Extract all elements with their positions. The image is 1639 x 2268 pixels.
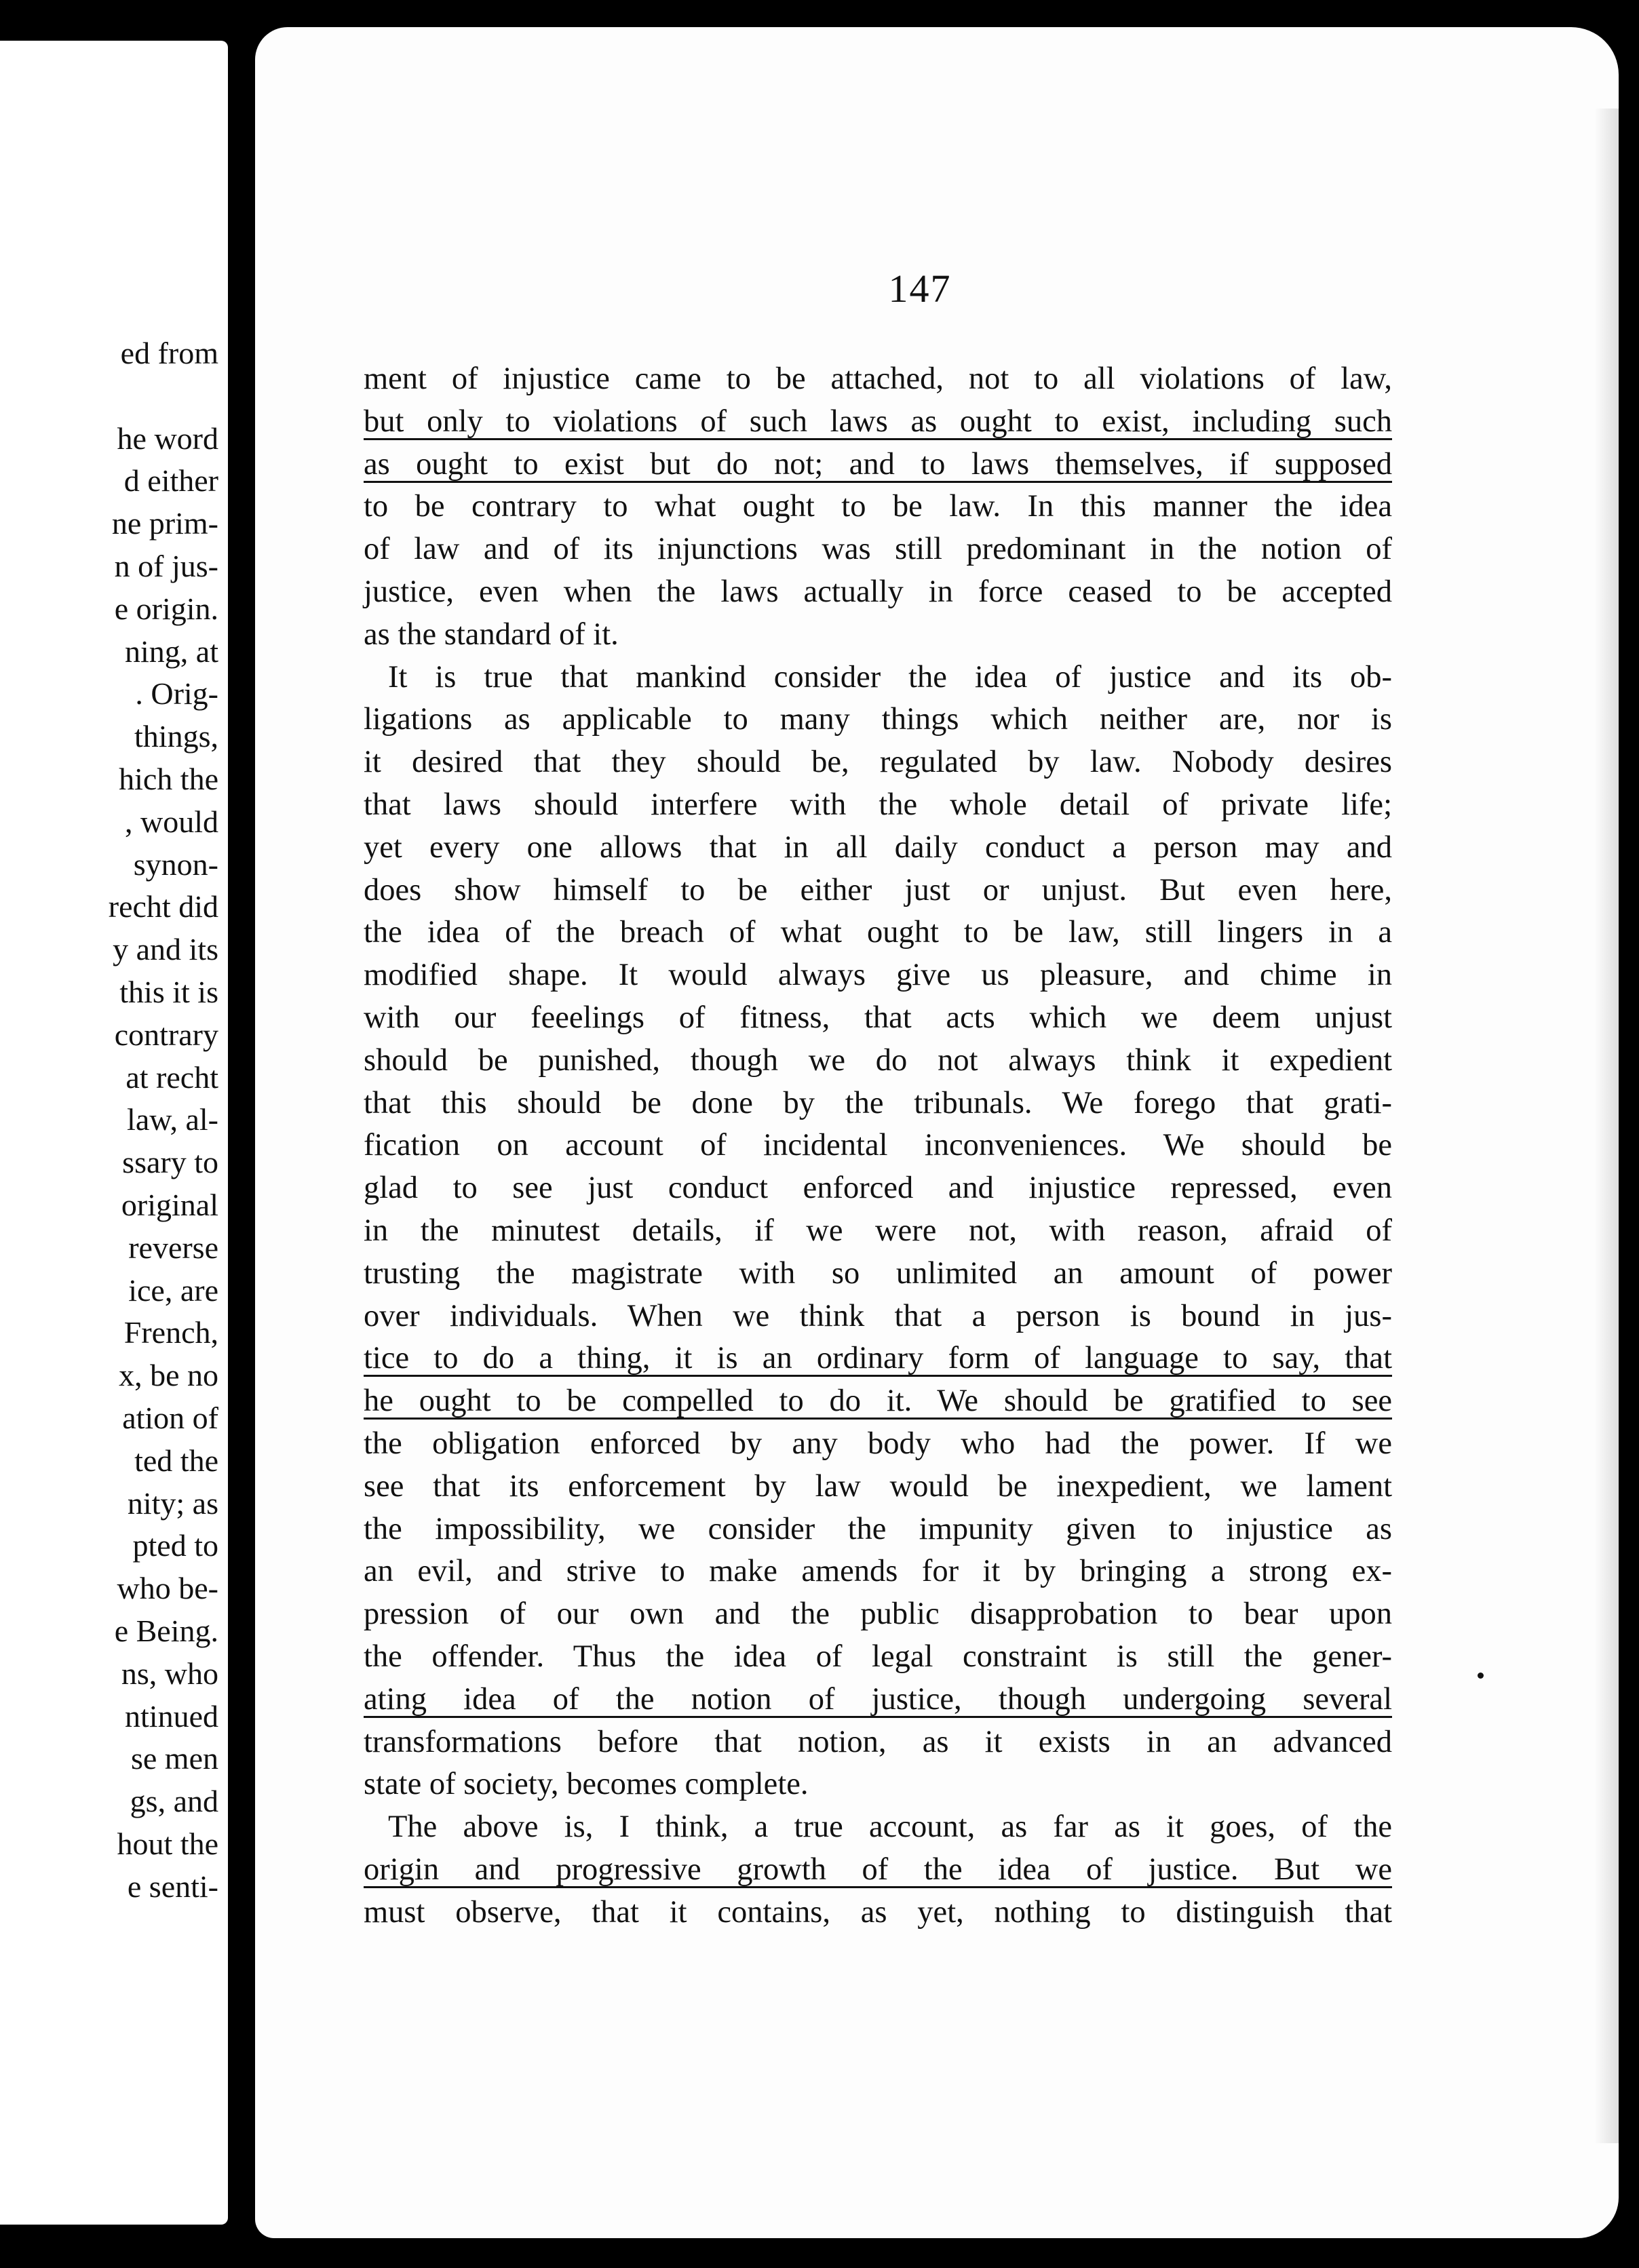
text-line-underlined: he ought to be compelled to do it. We should be gratified to see [364, 1384, 1392, 1419]
left-fragment: ne prim- [111, 506, 218, 541]
text-line: should be punished, though we do not always think it expedient [364, 1042, 1392, 1078]
text-line: modified shape. It would always give us pleasure, and chime in [364, 958, 1392, 993]
left-fragment: ntinued [125, 1698, 218, 1734]
left-fragment: pted to [132, 1528, 218, 1563]
text-line: The above is, I think, a true account, as far as it goes, of the [388, 1810, 1392, 1845]
text-line: in the minutest details, if we were not, with reason, afraid of [364, 1213, 1392, 1248]
left-fragment: reverse [128, 1230, 218, 1265]
left-fragment: recht did [108, 889, 218, 924]
left-fragment: ted the [134, 1443, 218, 1478]
left-fragment: se men [130, 1741, 218, 1776]
left-page-text-fragments [1, 332, 218, 1908]
text-line: glad to see just conduct enforced and injustice repressed, even [364, 1171, 1392, 1206]
left-fragment: nity; as [127, 1485, 218, 1521]
text-line: with our feeelings of fitness, that acts which we deem unjust [364, 1000, 1392, 1035]
text-line-underlined: origin and progressive growth of the idea of justice. But we [364, 1852, 1392, 1887]
left-fragment: he word [117, 421, 218, 456]
left-facing-page [0, 41, 228, 2225]
text-line: state of society, becomes complete. [364, 1767, 809, 1802]
text-line: pression of our own and the public disapprobation to bear upon [364, 1597, 1392, 1632]
text-line-underlined: as ought to exist but do not; and to laws themselves, if supposed [364, 446, 1392, 482]
left-fragment: ed from [120, 336, 218, 370]
left-fragment: this it is [119, 974, 218, 1009]
text-line: fication on account of incidental inconveniences. We should be [364, 1128, 1392, 1163]
text-line: the offender. Thus the idea of legal constraint is still the gener- [364, 1639, 1392, 1674]
left-fragment: ssary to [122, 1145, 218, 1180]
left-fragment: ning, at [125, 633, 218, 669]
left-fragment: law, al- [127, 1102, 218, 1137]
left-fragment: original [121, 1187, 218, 1222]
text-line: ligations as applicable to many things which neither are, nor is [364, 702, 1392, 737]
left-fragment: synon- [133, 846, 218, 882]
right-page [255, 27, 1619, 2238]
text-line-underlined: but only to violations of such laws as ought to exist, including such [364, 404, 1392, 439]
text-line: as the standard of it. [364, 617, 619, 652]
text-line: over individuals. When we think that a person is bound in jus- [364, 1298, 1392, 1333]
text-line: see that its enforcement by law would be inexpedient, we lament [364, 1468, 1392, 1504]
text-line: yet every one allows that in all daily conduct a person may and [364, 829, 1392, 865]
left-fragment: things, [134, 719, 218, 754]
body-text [364, 358, 1619, 1934]
left-fragment [1, 375, 218, 418]
text-line: it desired that they should be, regulated by law. Nobody desires [364, 745, 1392, 780]
left-fragment: ation of [122, 1400, 218, 1435]
left-fragment: e origin. [114, 591, 218, 626]
text-line: to be contrary to what ought to be law. In this manner the idea [364, 489, 1392, 524]
text-line: of law and of its injunctions was still predominant in the notion of [364, 532, 1392, 567]
left-fragment: d either [123, 463, 218, 498]
left-fragment: y and its [113, 932, 218, 967]
text-line: does show himself to be either just or unjust. But even here, [364, 872, 1392, 907]
left-fragment: x, be no [119, 1358, 218, 1393]
left-fragment: e senti- [127, 1869, 218, 1904]
text-line: must observe, that it contains, as yet, nothing to distinguish that [364, 1894, 1392, 1930]
left-fragment: , would [125, 804, 218, 839]
margin-ink-dot [1478, 1673, 1484, 1679]
left-fragment: n of jus- [114, 548, 218, 583]
text-line-underlined: ating idea of the notion of justice, though undergoing several [364, 1681, 1392, 1717]
left-fragment: ns, who [121, 1656, 218, 1691]
text-line: transformations before that notion, as it exists in an advanced [364, 1724, 1392, 1759]
text-line: that laws should interfere with the whole detail of private life; [364, 787, 1392, 822]
text-line: that this should be done by the tribunals. We forego that grati- [364, 1085, 1392, 1120]
left-fragment: ice, are [128, 1272, 218, 1308]
text-line: the idea of the breach of what ought to be law, still lingers in a [364, 915, 1392, 950]
text-line: the obligation enforced by any body who had the power. If we [364, 1426, 1392, 1461]
text-line: trusting the magistrate with so unlimited an amount of power [364, 1255, 1392, 1291]
page-number: 147 [888, 267, 952, 311]
left-fragment: hout the [117, 1826, 218, 1861]
left-fragment: gs, and [130, 1784, 218, 1819]
left-fragment: who be- [117, 1571, 218, 1606]
left-fragment: French, [123, 1315, 218, 1350]
left-fragment: . Orig- [135, 676, 218, 711]
left-fragment: contrary [114, 1017, 218, 1052]
text-line: ment of injustice came to be attached, not to all violations of law, [364, 361, 1392, 396]
text-line: It is true that mankind consider the idea of justice and its ob- [388, 659, 1392, 695]
text-line: justice, even when the laws actually in force ceased to be accepted [364, 574, 1392, 609]
left-fragment: hich the [119, 761, 218, 796]
text-line-underlined: tice to do a thing, it is an ordinary form of language to say, that [364, 1341, 1392, 1376]
book-gutter [228, 0, 255, 2268]
text-line: the impossibility, we consider the impunity given to injustice as [364, 1511, 1392, 1546]
left-fragment: e Being. [114, 1613, 218, 1648]
text-line: an evil, and strive to make amends for it by bringing a strong ex- [364, 1554, 1392, 1589]
left-fragment: at recht [126, 1059, 218, 1095]
